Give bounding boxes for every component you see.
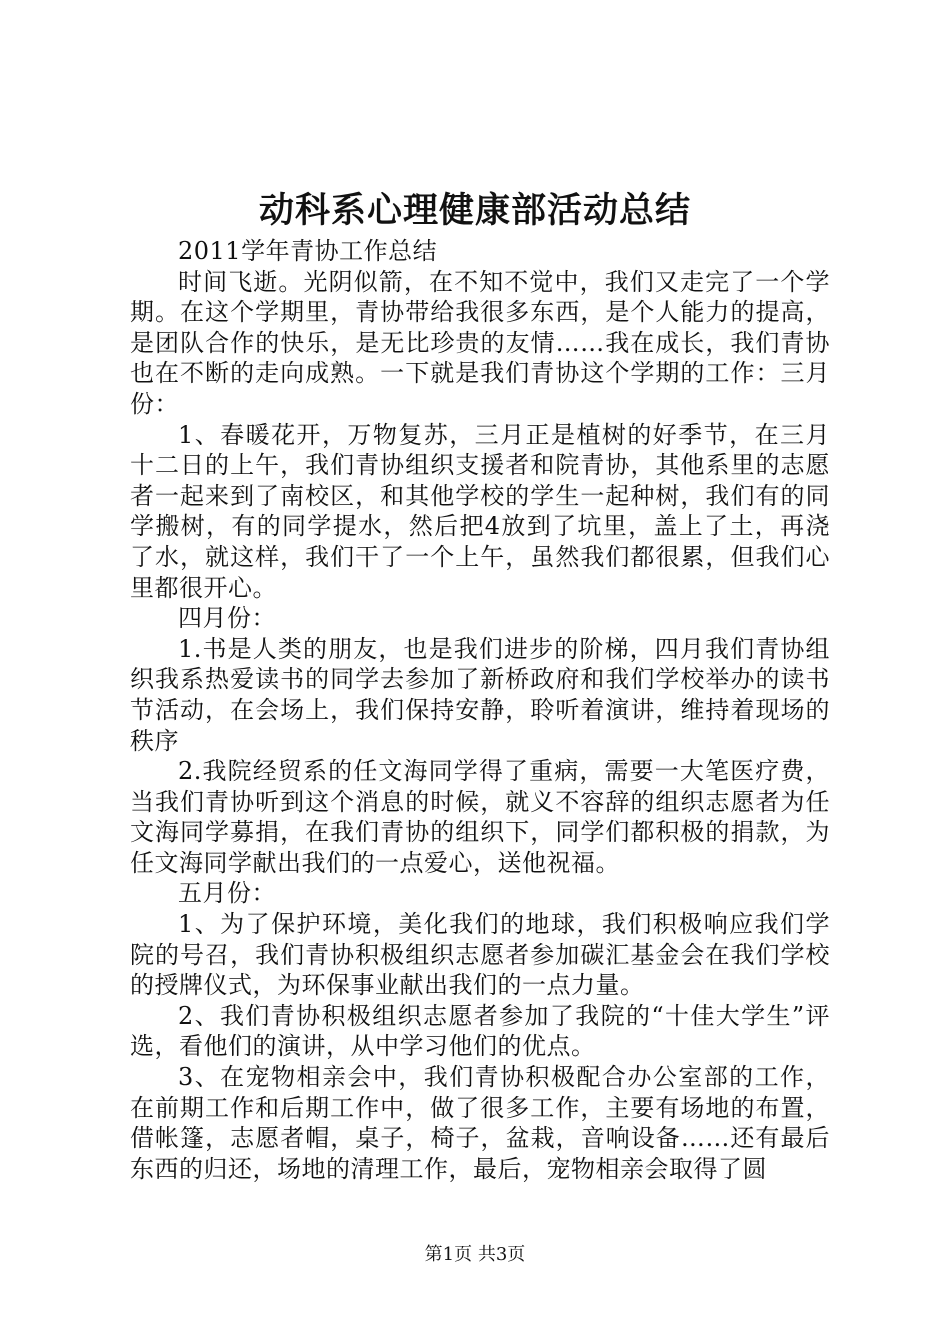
paragraph-may-item-1: 1、为了保护环境，美化我们的地球，我们积极响应我们学院的号召，我们青协积极组织志愿者参加碳汇基金会在我们学校的授牌仪式，为环保事业献出我们的一点力量。: [130, 910, 830, 1000]
paragraph-april-item-2: 2.我院经贸系的任文海同学得了重病，需要一大笔医疗费，当我们青协听到这个消息的时候，就义不容辞的组织志愿者为任文海同学募捐，在我们青协的组织下，同学们都积极的捐款，为任文海同学献出我们的一点爱心，送他祝福。: [130, 757, 830, 877]
paragraph-may-heading: 五月份：: [178, 879, 276, 908]
paragraph-intro: 时间飞逝。光阴似箭，在不知不觉中，我们又走完了一个学期。在这个学期里，青协带给我很多东西，是个人能力的提高，是团队合作的快乐，是无比珍贵的友情……我在成长，我们青协也在不断的走向成熟。一下就是我们青协这个学期的工作：三月份：: [130, 267, 830, 418]
paragraph-may-item-2: 2、我们青协积极组织志愿者参加了我院的“十佳大学生”评选，看他们的演讲，从中学习他们的优点。: [130, 1001, 830, 1061]
paragraph-april-item-1: 1.书是人类的朋友，也是我们进步的阶梯，四月我们青协组织我系热爱读书的同学去参加了新桥政府和我们学校举办的读书节活动，在会场上，我们保持安静，聆听着演讲，维持着现场的秩序: [130, 634, 830, 755]
paragraph-subtitle: 2011学年青协工作总结: [178, 237, 438, 265]
paragraph-march-item-1: 1、春暖花开，万物复苏，三月正是植树的好季节，在三月十二日的上午，我们青协组织支援者和院青协，其他系里的志愿者一起来到了南校区，和其他学校的学生一起种树，我们有的同学搬树，有的同学提水，然后把4放到了坑里，盖上了土，再浇了水，就这样，我们干了一个上午，虽然我们都很累，但我们心里都很开心。: [130, 420, 830, 602]
paragraph-april-heading: 四月份：: [178, 604, 276, 633]
page-footer: 第1页 共3页: [424, 1244, 526, 1265]
paragraph-may-item-3: 3、在宠物相亲会中，我们青协积极配合办公室部的工作，在前期工作和后期工作中，做了很多工作，主要有场地的布置，借帐篷，志愿者帽，桌子，椅子，盆栽，音响设备……还有最后东西的归还，场地的清理工作，最后，宠物相亲会取得了圆: [130, 1063, 830, 1183]
document-body: [130, 236, 830, 1184]
document-title: 动科系心理健康部活动总结: [258, 190, 691, 231]
